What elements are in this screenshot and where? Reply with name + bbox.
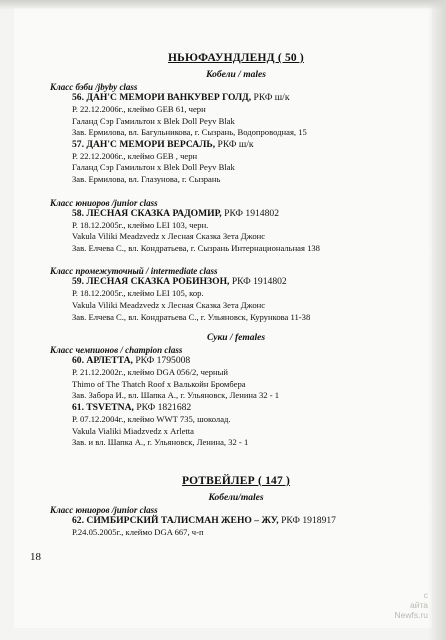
entry-registration: РКФ ш/к — [215, 138, 254, 150]
entry-title — [72, 402, 416, 414]
class-heading: Класс бэби /jbyby class — [50, 82, 138, 92]
entry-name: 59. ЛЕСНАЯ СКАЗКА РОБИНЗОН, — [72, 276, 230, 288]
watermark-line: Newfs.ru — [394, 610, 428, 620]
section-spacer — [56, 449, 416, 475]
entry-detail: Vakula Viliki Meadzvedz х Лесная Сказка Зета Джонс — [72, 299, 266, 310]
entry-detail: Галанд Сэр Гамильтон х Blek Doll Peyv Blak — [72, 115, 235, 126]
entry-detail: Галанд Сэр Гамильтон х Blek Doll Peyv Blak — [72, 162, 235, 173]
watermark-line: айта — [409, 600, 428, 610]
entry-detail: Зав. Ермилова, вл. Багульникова, г. Сызрань, Водопроводная, 15 — [72, 127, 307, 138]
entry-title — [72, 515, 416, 527]
breed-heading: НЬЮФАУНДЛЕНД ( 50 ) — [168, 52, 304, 64]
entry-registration: РКФ 1914802 — [229, 276, 287, 288]
scan-top-shadow — [0, 0, 446, 10]
entry-detail: Р. 22.12.2006г., клеймо GEB , черн — [72, 150, 198, 161]
entry-detail: Р.24.05.2005г., клеймо DGA 667, ч-п — [72, 526, 204, 537]
entry-detail: Р. 18.12.2005г., клеймо LEI 105, кор. — [72, 288, 204, 299]
entry-name: 58. ЛЕСНАЯ СКАЗКА РАДОМИР, — [72, 207, 222, 219]
entry-detail: Зав. и вл. Шапка А., г. Ульяновск, Ленина, 32 - 1 — [72, 437, 249, 448]
entry-detail: Vakula Vialiki Miadzvedz х Arletta — [72, 425, 194, 436]
watermark — [394, 590, 428, 620]
watermark-line: с — [423, 590, 428, 600]
entry-detail: Зав. Ермилова, вл. Глазунова, г. Сызрань — [72, 173, 221, 184]
class-spacer — [56, 254, 416, 264]
sex-heading: Суки / females — [206, 333, 266, 344]
entry-name: 56. ДАН'С МЕМОРИ ВАНКУВЕР ГОЛД, — [72, 92, 252, 103]
entry-detail: Зав. Елчева С., вл. Кондратьева С., г. Ульяновск, Курункова 11-38 — [72, 311, 311, 322]
entry-registration: РКФ 1914802 — [221, 207, 279, 219]
entry-registration: РКФ 1918917 — [278, 514, 336, 526]
breed-heading: РОТВЕЙЛЕР ( 147 ) — [181, 474, 291, 487]
entry-detail: Vakula Viliki Meadzvedz х Лесная Сказка Зета Джонс — [72, 231, 266, 242]
entry-detail: Р. 21.12.2002г., клеймо DGA 056/2, черный — [72, 367, 229, 378]
catalog-content — [50, 52, 416, 538]
entry-name: 60. АРЛЕТТА, — [72, 355, 133, 367]
page-number: 18 — [30, 551, 41, 563]
class-heading: Класс промежуточный / intermediate class — [50, 266, 218, 277]
scan-right-shadow — [428, 0, 446, 640]
entry-name: 61. TSVETNA, — [72, 401, 134, 413]
entry-detail: Р. 18.12.2005г., клеймо LEI 103, черн. — [72, 219, 209, 230]
entry-name: 57. ДАН'С МЕМОРИ ВЕРСАЛЬ, — [72, 138, 216, 150]
sex-heading: Кобели/males — [208, 492, 264, 503]
class-heading: Класс чемпионов / champion class — [50, 345, 183, 356]
entry-registration: РКФ 1795008 — [132, 355, 191, 367]
class-heading: Класс юниоров /junior class — [50, 504, 158, 515]
entry-title — [72, 276, 416, 288]
entry-registration: РКФ 1821682 — [133, 401, 192, 413]
entry-detail: Р. 22.12.2006г., клеймо GEB 61, черн — [72, 104, 206, 114]
sex-heading: Кобели / males — [206, 70, 266, 80]
entry-detail: Р. 07.12.2004г., клеймо WWT 735, шоколад. — [72, 413, 231, 424]
entry-name: 62. СИМБИРСКИЙ ТАЛИСМАН ЖЕНО – ЖУ, — [72, 514, 279, 526]
entry-registration: РКФ ш/к — [251, 92, 290, 103]
entry-detail: Зав. Елчева С., вл. Кондратьева, г. Сызрань Интернациональная 138 — [72, 242, 320, 253]
entry-detail: Зав. Забора И., вл. Шапка А., г. Ульяновск, Ленина 32 - 1 — [72, 390, 280, 401]
class-heading: Класс юниоров /junior class — [50, 197, 158, 208]
group-spacer — [56, 323, 416, 333]
entry-title — [72, 355, 416, 367]
entry-detail: Thimo of The Thatch Roof х Валькойн Бромбера — [72, 378, 246, 389]
entry-title — [72, 139, 416, 151]
class-spacer — [56, 186, 416, 196]
entry-title — [72, 92, 416, 104]
entry-title — [72, 208, 416, 220]
